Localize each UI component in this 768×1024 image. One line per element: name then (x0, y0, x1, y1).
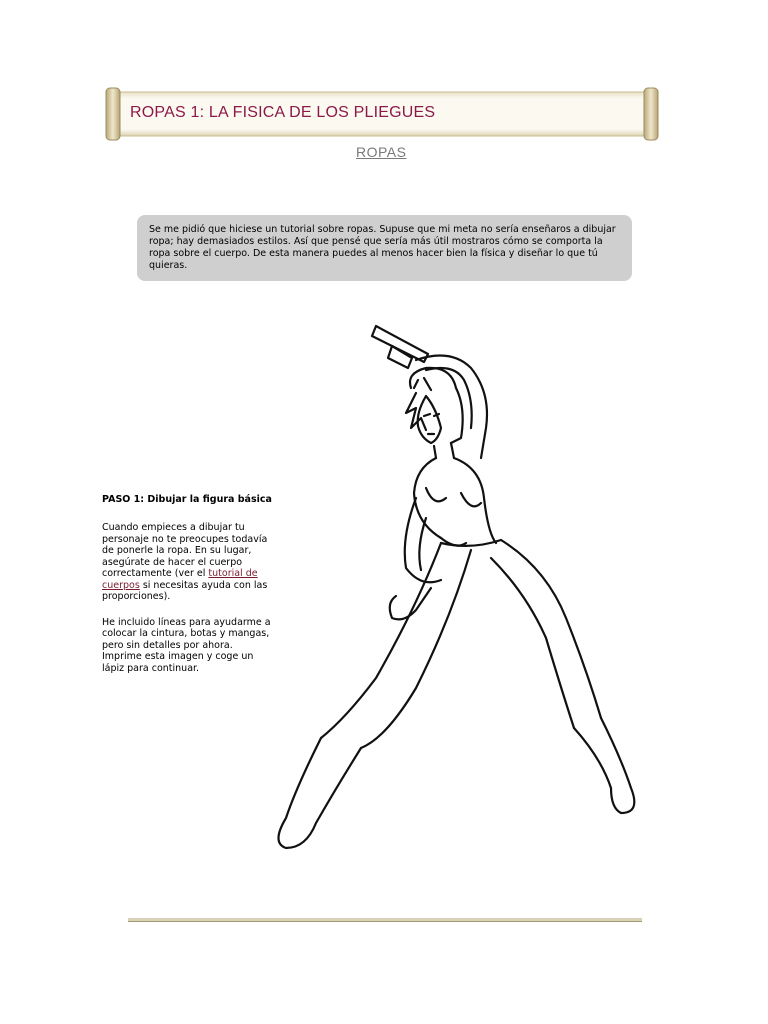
figure-sketch-illustration (266, 318, 666, 858)
page-title: ROPAS 1: LA FISICA DE LOS PLIEGUES (130, 104, 436, 121)
intro-text: Se me pidió que hiciese un tutorial sobre ropas. Supuse que mi meta no sería enseñaros a dibujar ropa; hay demasiados estilos. Así que pensé que sería más útil mostraros cómo se comporta la ropa sobre el cuerpo. De esta manera puedes al menos hacer bien la física y diseñar lo que tú quieras. (149, 224, 616, 271)
paragraph-text: Cuando empieces a dibujar tu personaje no te preocupes todavía de ponerle la ropa. En su lugar, asegúrate de hacer el cuerpo correctamente (ver el (102, 522, 268, 579)
paragraph-text: si necesitas ayuda con las proporciones). (102, 579, 268, 602)
title-banner (104, 86, 660, 142)
ropas-link[interactable]: ROPAS (356, 144, 407, 160)
step-1-section (102, 494, 274, 688)
step-1-heading: PASO 1: Dibujar la figura básica (102, 494, 272, 505)
body-tutorial-link[interactable]: tutorial de cuerpos (102, 568, 258, 591)
step-1-paragraph-1 (102, 522, 274, 603)
step-1-paragraph-2: He incluido líneas para ayudarme a colocar la cintura, botas y mangas, pero sin detalles por ahora. Imprime esta imagen y coge un lápiz para continuar. (102, 616, 271, 674)
intro-box (137, 215, 632, 281)
footer-divider (128, 916, 642, 924)
